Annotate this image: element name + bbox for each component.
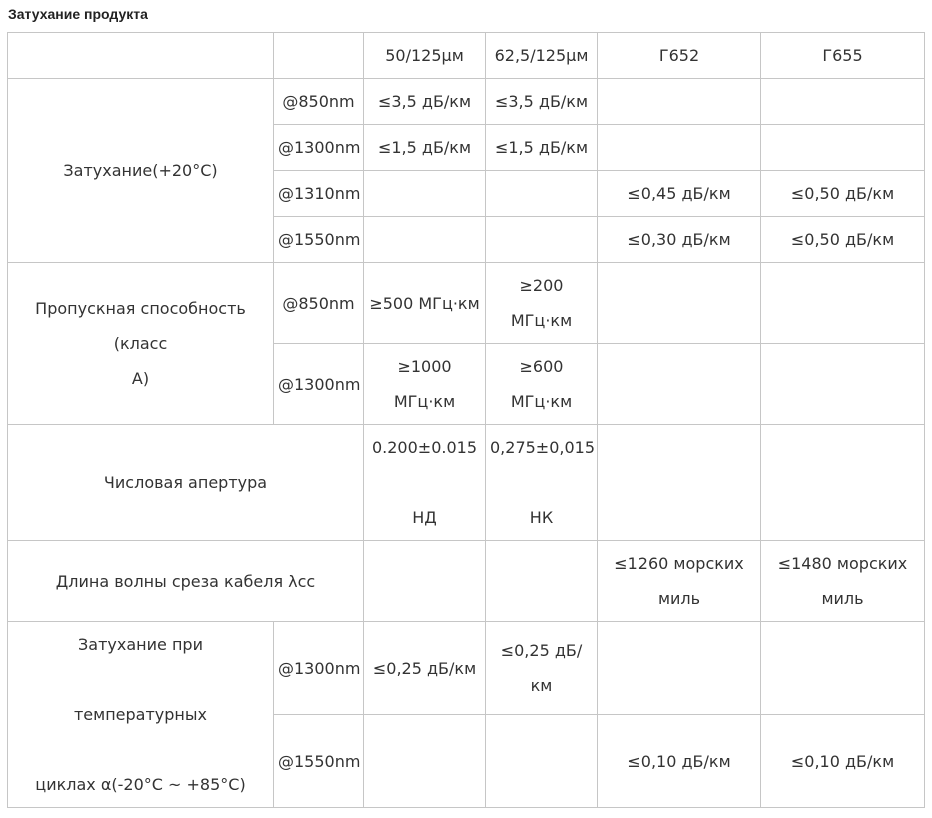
value-line: МГц·км: [510, 311, 573, 330]
table-row: [8, 541, 925, 622]
bandwidth-label: [8, 263, 274, 425]
line-gap: [490, 465, 593, 500]
header-cell-g652: Г652: [598, 33, 761, 79]
value-cell: [486, 425, 598, 541]
table-row: [8, 425, 925, 541]
value-cell: [486, 217, 598, 263]
value-line: миль: [821, 589, 864, 608]
value-line: МГц·км: [393, 392, 456, 411]
value-cell: [761, 344, 925, 425]
attenuation-table: [7, 32, 925, 808]
value-cell: [598, 344, 761, 425]
aperture-label: Числовая апертура: [8, 425, 364, 541]
wavelength-cell: @1300nm: [274, 344, 364, 425]
value-cell: [761, 263, 925, 344]
value-line: ≥600: [519, 357, 564, 376]
table-row: [8, 79, 925, 125]
value-cell: ≤1,5 дБ/км: [364, 125, 486, 171]
wavelength-cell: @850nm: [274, 79, 364, 125]
wavelength-cell: @1300nm: [274, 622, 364, 715]
value-cell: ≤0,50 дБ/км: [761, 217, 925, 263]
value-cell: [761, 125, 925, 171]
line-gap: [14, 732, 267, 767]
value-cell: [364, 425, 486, 541]
value-cell: [598, 125, 761, 171]
value-cell: ≤0,45 дБ/км: [598, 171, 761, 217]
page-title: Затухание продукта: [8, 6, 148, 22]
header-cell-empty-2: [274, 33, 364, 79]
value-cell: [598, 263, 761, 344]
value-cell: [598, 425, 761, 541]
wavelength-cell: @1300nm: [274, 125, 364, 171]
value-line: миль: [657, 589, 701, 608]
value-cell: ≤0,50 дБ/км: [761, 171, 925, 217]
temp-cycle-label: [8, 622, 274, 808]
value-line: 0.200±0.015: [371, 438, 477, 457]
value-cell: ≤3,5 дБ/км: [364, 79, 486, 125]
value-cell: [364, 715, 486, 808]
value-line: ≥1000: [397, 357, 452, 376]
value-cell: ≤0,10 дБ/км: [761, 715, 925, 808]
value-cell: [486, 344, 598, 425]
value-cell: [761, 622, 925, 715]
header-cell-empty-1: [8, 33, 274, 79]
value-cell: [486, 541, 598, 622]
value-line: НД: [412, 508, 437, 527]
value-cell: [598, 622, 761, 715]
bandwidth-label-line: Пропускная способность (класс: [35, 299, 246, 353]
value-line: ≥200: [519, 276, 564, 295]
value-line: МГц·км: [510, 392, 573, 411]
header-cell-50-125: 50/125μм: [364, 33, 486, 79]
header-cell-62-5-125: 62,5/125μм: [486, 33, 598, 79]
value-line: ≤1480 морских: [777, 554, 908, 573]
value-line: НК: [529, 508, 554, 527]
line-gap: [14, 662, 267, 697]
temp-cycle-label-line: циклах α(-20°C ~ +85°C): [35, 775, 246, 794]
cutoff-label: Длина волны среза кабеля λcc: [8, 541, 364, 622]
value-cell: [761, 541, 925, 622]
value-cell: [364, 541, 486, 622]
temp-cycle-label-line: Затухание при: [78, 635, 203, 654]
wavelength-cell: @1550nm: [274, 217, 364, 263]
header-cell-g655: Г655: [761, 33, 925, 79]
value-cell: [364, 217, 486, 263]
value-cell: ≤3,5 дБ/км: [486, 79, 598, 125]
value-line: 0,275±0,015: [490, 438, 596, 457]
table-row: [8, 622, 925, 715]
value-cell: ≤0,10 дБ/км: [598, 715, 761, 808]
line-gap: [368, 465, 481, 500]
value-cell: ≤1,5 дБ/км: [486, 125, 598, 171]
wavelength-cell: @850nm: [274, 263, 364, 344]
value-cell: ≤0,25 дБ/км: [486, 622, 598, 715]
table-header-row: [8, 33, 925, 79]
value-cell: [364, 171, 486, 217]
value-cell: ≥500 МГц·км: [364, 263, 486, 344]
value-cell: [761, 79, 925, 125]
value-cell: [486, 171, 598, 217]
value-cell: [598, 541, 761, 622]
value-cell: [598, 79, 761, 125]
bandwidth-label-line: A): [131, 369, 150, 388]
value-line: ≤1260 морских: [614, 554, 744, 573]
value-cell: [364, 344, 486, 425]
temp-cycle-label-line: температурных: [73, 705, 207, 724]
value-cell: [761, 425, 925, 541]
attenuation-label: Затухание(+20°C): [8, 79, 274, 263]
value-cell: ≤0,30 дБ/км: [598, 217, 761, 263]
value-cell: [486, 715, 598, 808]
table-row: [8, 263, 925, 344]
value-cell: [486, 263, 598, 344]
wavelength-cell: @1310nm: [274, 171, 364, 217]
wavelength-cell: @1550nm: [274, 715, 364, 808]
value-cell: ≤0,25 дБ/км: [364, 622, 486, 715]
